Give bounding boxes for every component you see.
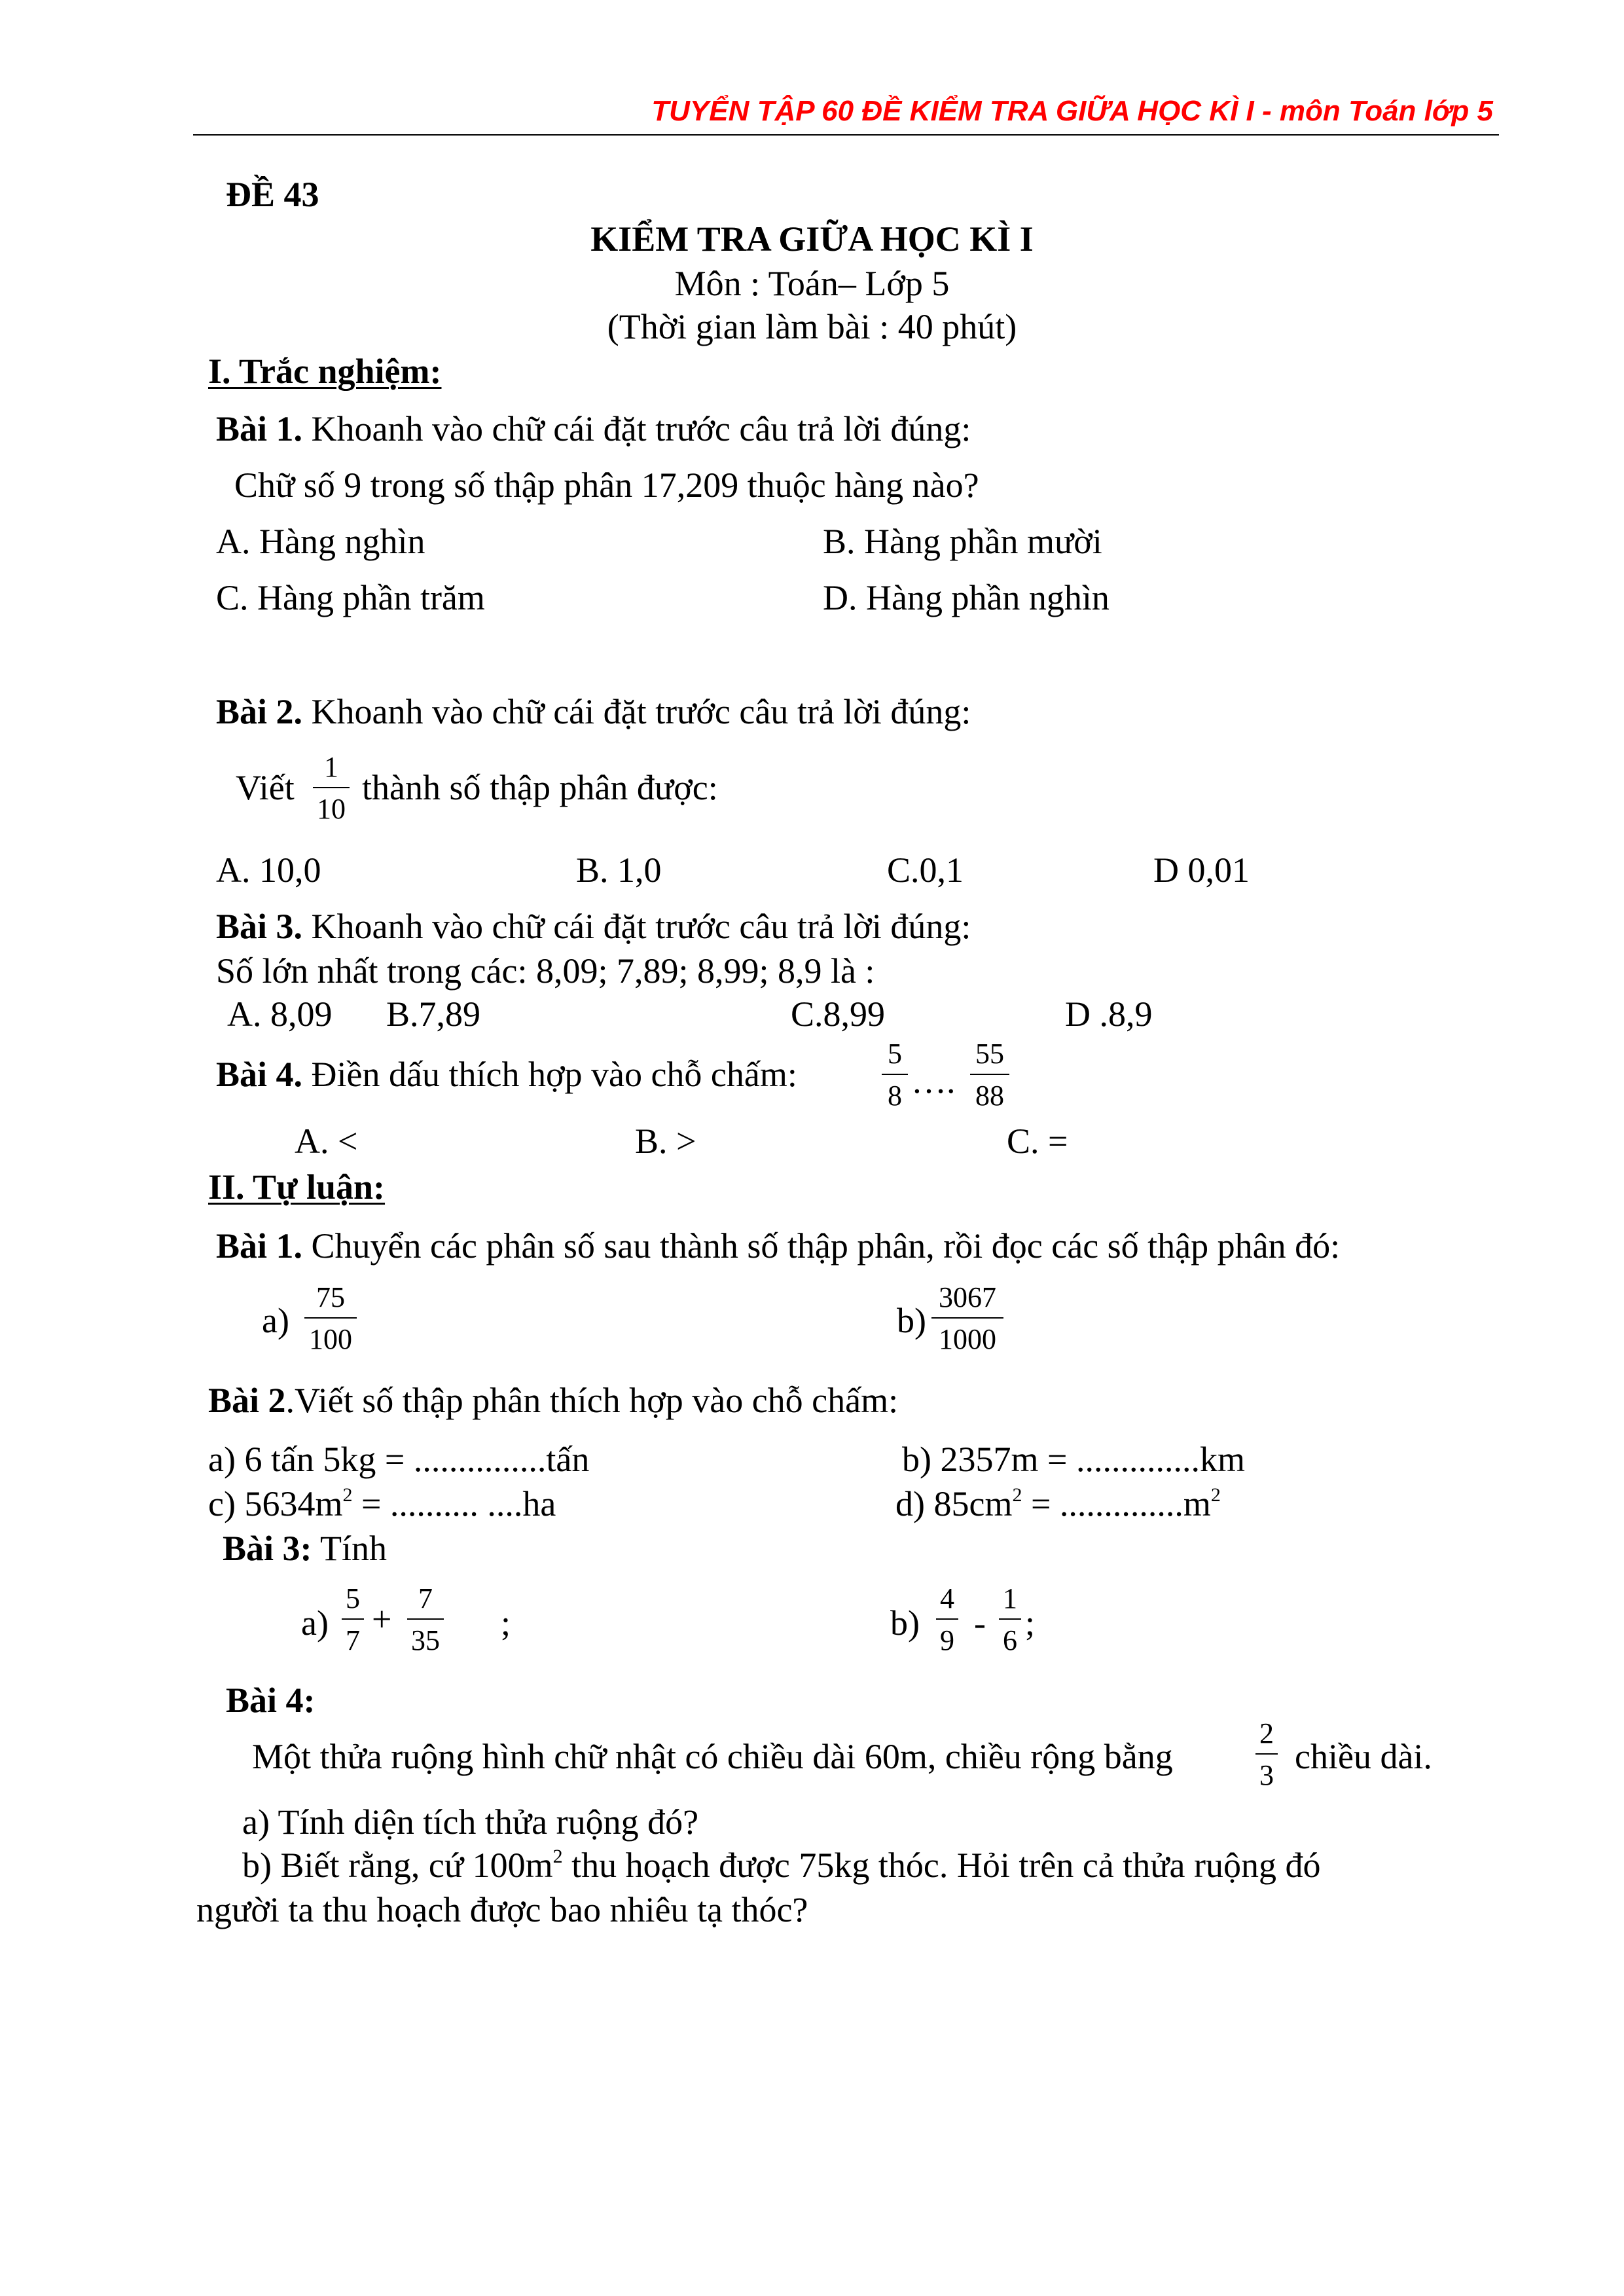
p2-q1-b-num: 3067	[939, 1281, 996, 1313]
part2-heading: II. Tự luận:	[208, 1167, 386, 1207]
p1-q2-fraction	[313, 753, 350, 824]
p1-q4-fraction-2	[970, 1040, 1009, 1110]
p2-q4-b-line2: người ta thu hoạch được bao nhiêu tạ thóc?	[196, 1890, 808, 1929]
p2-q1-instruction: Chuyển các phân số sau thành số thập phân, rồi đọc các số thập phân đó:	[302, 1226, 1341, 1266]
p2-q3-a-label: a)	[301, 1603, 329, 1643]
p2-q3-a-den1: 7	[346, 1624, 360, 1656]
p2-q3-b-num1: 4	[940, 1582, 954, 1614]
p1-q4-label: Bài 4.	[216, 1055, 303, 1094]
p2-q2-c-sup: 2	[342, 1484, 353, 1506]
p2-q4-fraction	[1255, 1719, 1278, 1790]
p2-q3-b-op: -	[974, 1603, 986, 1643]
p2-q3-a-num1: 5	[346, 1582, 360, 1614]
exam-subject: Môn : Toán– Lớp 5	[674, 264, 950, 303]
p1-q3-label: Bài 3.	[216, 907, 303, 946]
p2-q2-d-mid: = ..............m	[1022, 1484, 1211, 1523]
page-header-title: TUYỂN TẬP 60 ĐỀ KIỂM TRA GIỮA HỌC KÌ I - môn Toán lớp 5	[651, 95, 1493, 127]
p1-q2-frac-den: 10	[317, 793, 346, 825]
p2-q3-a-op: +	[372, 1599, 392, 1639]
p1-q1-option-b: B. Hàng phần mười	[823, 522, 1102, 561]
p2-q4-text-before: Một thửa ruộng hình chữ nhật có chiều dài 60m, chiều rộng bằng	[252, 1737, 1173, 1776]
p1-q3-option-c: C.8,99	[791, 994, 886, 1034]
p1-q2-frac-num: 1	[324, 751, 338, 783]
p1-q2-prefix: Viết	[236, 768, 295, 807]
p2-q4-text-after: chiều dài.	[1295, 1737, 1432, 1776]
p2-q1-a-fraction	[304, 1283, 357, 1354]
p2-q1-b-den: 1000	[939, 1323, 996, 1355]
p2-q2-label: Bài 2	[208, 1381, 286, 1420]
p2-q3-b-den1: 9	[940, 1624, 954, 1656]
p2-q2-d	[895, 1486, 1221, 1522]
p1-q4-frac2-num: 55	[975, 1038, 1004, 1070]
p2-q1-b-fraction	[931, 1283, 1003, 1354]
p2-q4-a: a) Tính diện tích thửa ruộng đó?	[242, 1802, 699, 1842]
p1-q3-question: Số lớn nhất trong các: 8,09; 7,89; 8,99; 8,9 là :	[216, 951, 875, 991]
p2-q1-b-label: b)	[897, 1301, 926, 1340]
p2-q1-a-den: 100	[309, 1323, 352, 1355]
p2-q3-a-fraction-1	[342, 1584, 364, 1655]
exam-number: ĐỀ 43	[226, 175, 319, 214]
p2-q2-c-prefix: c) 5634m	[208, 1484, 343, 1523]
p2-q3-instruction: Tính	[312, 1529, 388, 1568]
p2-q4-frac-num: 2	[1259, 1717, 1274, 1749]
p1-q4-option-c: C. =	[1007, 1121, 1068, 1161]
p1-q4-fraction-1	[882, 1040, 908, 1110]
p1-q2-instruction: Khoanh vào chữ cái đặt trước câu trả lời đúng:	[302, 692, 971, 731]
p2-q2-a: a) 6 tấn 5kg = ...............tấn	[208, 1440, 590, 1479]
p2-q3-b-fraction-2	[999, 1584, 1021, 1655]
exam-time: (Thời gian làm bài : 40 phút)	[607, 307, 1017, 346]
p1-q3-option-a: A. 8,09	[227, 994, 333, 1034]
p2-q4-b	[242, 1848, 1320, 1883]
p2-q4-label: Bài 4:	[226, 1681, 316, 1720]
p1-q4-frac1-num: 5	[888, 1038, 902, 1070]
p2-q3-b-fraction-1	[936, 1584, 958, 1655]
p2-q2-d-prefix: d) 85cm	[895, 1484, 1013, 1523]
p2-q2-c-suffix: = .......... ....ha	[352, 1484, 556, 1523]
p2-q4-b-suffix: thu hoạch được 75kg thóc. Hỏi trên cả thửa ruộng đó	[562, 1846, 1321, 1885]
p2-q4-frac-den: 3	[1259, 1759, 1274, 1791]
p2-q2-line	[208, 1383, 898, 1418]
p1-q4-frac1-den: 8	[888, 1080, 902, 1112]
p2-q2-d-sup2: 2	[1210, 1484, 1221, 1506]
p1-q3-line	[216, 909, 971, 944]
p1-q1-option-c: C. Hàng phần trăm	[216, 578, 485, 617]
p1-q1-line	[216, 411, 971, 446]
p2-q1-a-label: a)	[262, 1301, 289, 1340]
p1-q4-option-b: B. >	[635, 1121, 696, 1161]
p1-q2-option-a: A. 10,0	[216, 850, 321, 890]
part1-heading: I. Trắc nghiệm:	[208, 352, 442, 391]
p1-q1-instruction: Khoanh vào chữ cái đặt trước câu trả lời đúng:	[302, 409, 971, 448]
p2-q2-d-sup: 2	[1012, 1484, 1022, 1506]
p2-q3-a-end: ;	[501, 1603, 511, 1643]
p1-q2-label: Bài 2.	[216, 692, 303, 731]
p1-q3-instruction: Khoanh vào chữ cái đặt trước câu trả lời đúng:	[302, 907, 971, 946]
p1-q4-frac2-den: 88	[975, 1080, 1004, 1112]
p1-q1-option-a: A. Hàng nghìn	[216, 522, 425, 561]
p2-q2-c	[208, 1486, 556, 1522]
p2-q4-b-sup: 2	[552, 1846, 563, 1867]
p2-q3-b-den2: 6	[1003, 1624, 1017, 1656]
p2-q3-b-num2: 1	[1003, 1582, 1017, 1614]
p1-q2-suffix: thành số thập phân được:	[362, 768, 718, 807]
p1-q2-line	[216, 694, 971, 729]
p2-q3-b-label: b)	[890, 1603, 920, 1643]
p1-q1-label: Bài 1.	[216, 409, 303, 448]
p1-q3-option-d: D .8,9	[1065, 994, 1153, 1034]
p2-q2-b: b) 2357m = ..............km	[902, 1440, 1245, 1479]
p1-q4-instruction: Điền dấu thích hợp vào chỗ chấm:	[302, 1055, 797, 1094]
p2-q3-a-fraction-2	[407, 1584, 444, 1655]
p2-q1-line	[216, 1228, 1340, 1264]
p2-q3-line	[223, 1531, 387, 1566]
p1-q2-option-c: C.0,1	[887, 850, 964, 890]
p1-q4-option-a: A. <	[295, 1121, 358, 1161]
p2-q1-a-num: 75	[316, 1281, 345, 1313]
p1-q4-dots: ….	[911, 1061, 956, 1101]
p1-q1-question: Chữ số 9 trong số thập phân 17,209 thuộc hàng nào?	[234, 465, 979, 505]
p2-q2-instruction: .Viết số thập phân thích hợp vào chỗ chấm:	[285, 1381, 899, 1420]
p1-q1-option-d: D. Hàng phần nghìn	[823, 578, 1110, 617]
p2-q3-b-end: ;	[1025, 1603, 1036, 1643]
p2-q3-a-num2: 7	[418, 1582, 433, 1614]
p1-q4-line	[216, 1057, 797, 1092]
p2-q1-label: Bài 1.	[216, 1226, 303, 1266]
p2-q3-a-den2: 35	[411, 1624, 440, 1656]
p2-q4-b-prefix: b) Biết rằng, cứ 100m	[242, 1846, 553, 1885]
exam-title: KIỂM TRA GIỮA HỌC KÌ I	[590, 219, 1034, 259]
p1-q2-option-d: D 0,01	[1153, 850, 1250, 890]
header-rule	[193, 134, 1499, 136]
p1-q2-option-b: B. 1,0	[576, 850, 662, 890]
p2-q3-label: Bài 3:	[223, 1529, 312, 1568]
p1-q3-option-b: B.7,89	[386, 994, 481, 1034]
